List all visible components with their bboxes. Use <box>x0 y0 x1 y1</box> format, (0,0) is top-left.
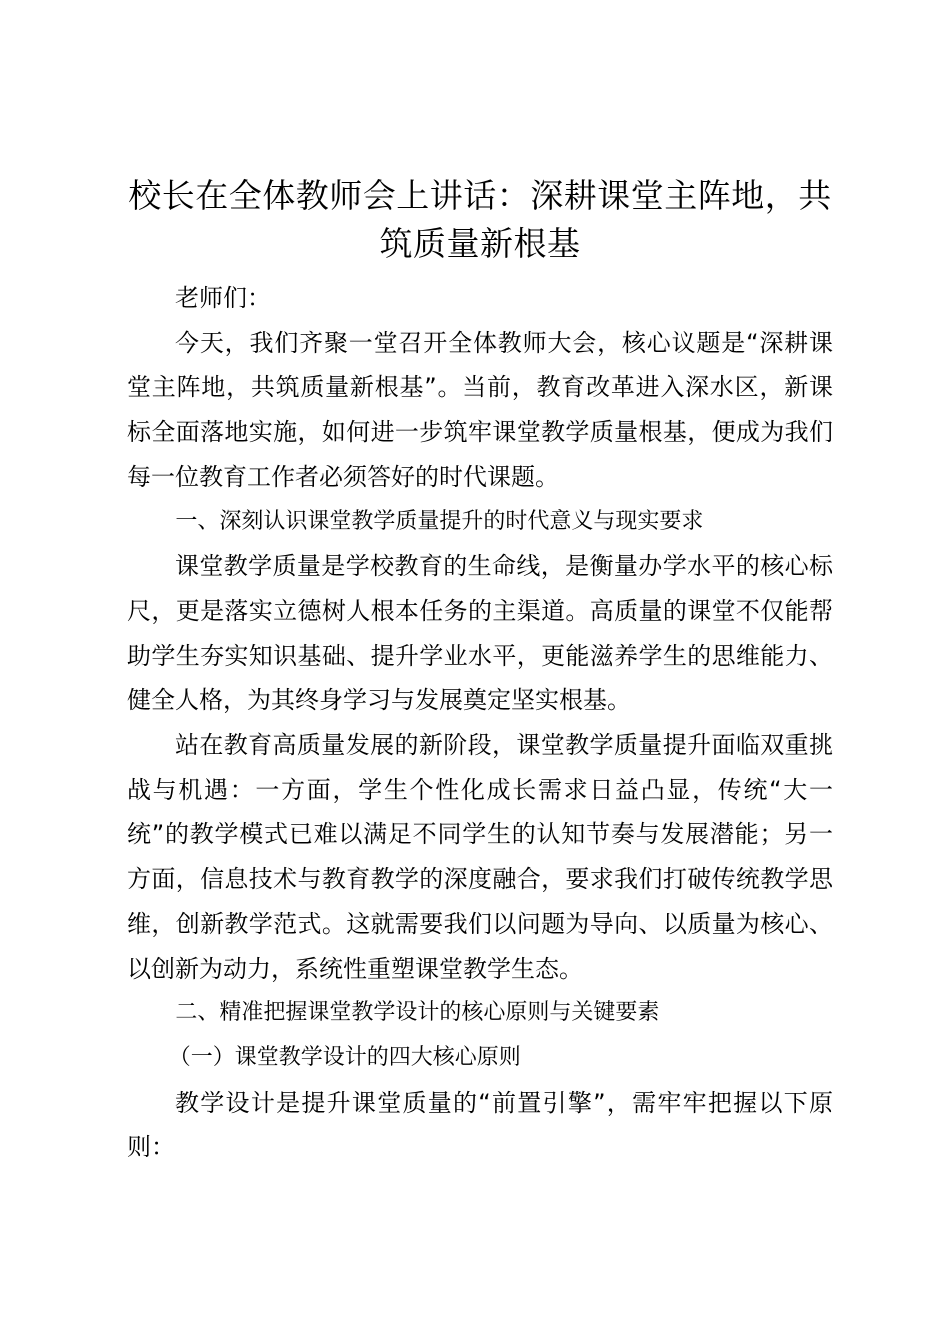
paragraph-challenges: 站在教育高质量发展的新阶段，课堂教学质量提升面临双重挑战与机遇：一方面，学生个性化成长需求日益凸显，传统“大一统”的教学模式已难以满足不同学生的认知节奏与发展潜能；另一方面，信息技术与教育教学的深度融合，要求我们打破传统教学思维，创新教学范式。这就需要我们以问题为导向、以质量为核心、以创新为动力，系统性重塑课堂教学生态。 <box>127 731 833 983</box>
document-page <box>127 172 833 1170</box>
section-heading-2: 二、精准把握课堂教学设计的核心原则与关键要素 <box>175 1000 660 1026</box>
salutation: 老师们： <box>175 284 271 312</box>
paragraph-principles-intro: 教学设计是提升课堂质量的“前置引擎”，需牢牢把握以下原则： <box>127 1088 833 1162</box>
paragraph-significance: 课堂教学质量是学校教育的生命线，是衡量办学水平的核心标尺，更是落实立德树人根本任务的主渠道。高质量的课堂不仅能帮助学生夯实知识基础、提升学业水平，更能滋养学生的思维能力、健全人格，为其终身学习与发展奠定坚实根基。 <box>127 552 833 715</box>
document-title: 校长在全体教师会上讲话：深耕课堂主阵地，共筑质量新根基 <box>128 176 832 263</box>
section-heading-1: 一、深刻认识课堂教学质量提升的时代意义与现实要求 <box>175 508 704 534</box>
subsection-heading-1: （一）课堂教学设计的四大核心原则 <box>168 1044 521 1070</box>
paragraph-intro: 今天，我们齐聚一堂召开全体教师大会，核心议题是“深耕课堂主阵地，共筑质量新根基”。当前，教育改革进入深水区，新课标全面落地实施，如何进一步筑牢课堂教学质量根基，便成为我们每一位教育工作者必须答好的时代课题。 <box>127 328 833 491</box>
